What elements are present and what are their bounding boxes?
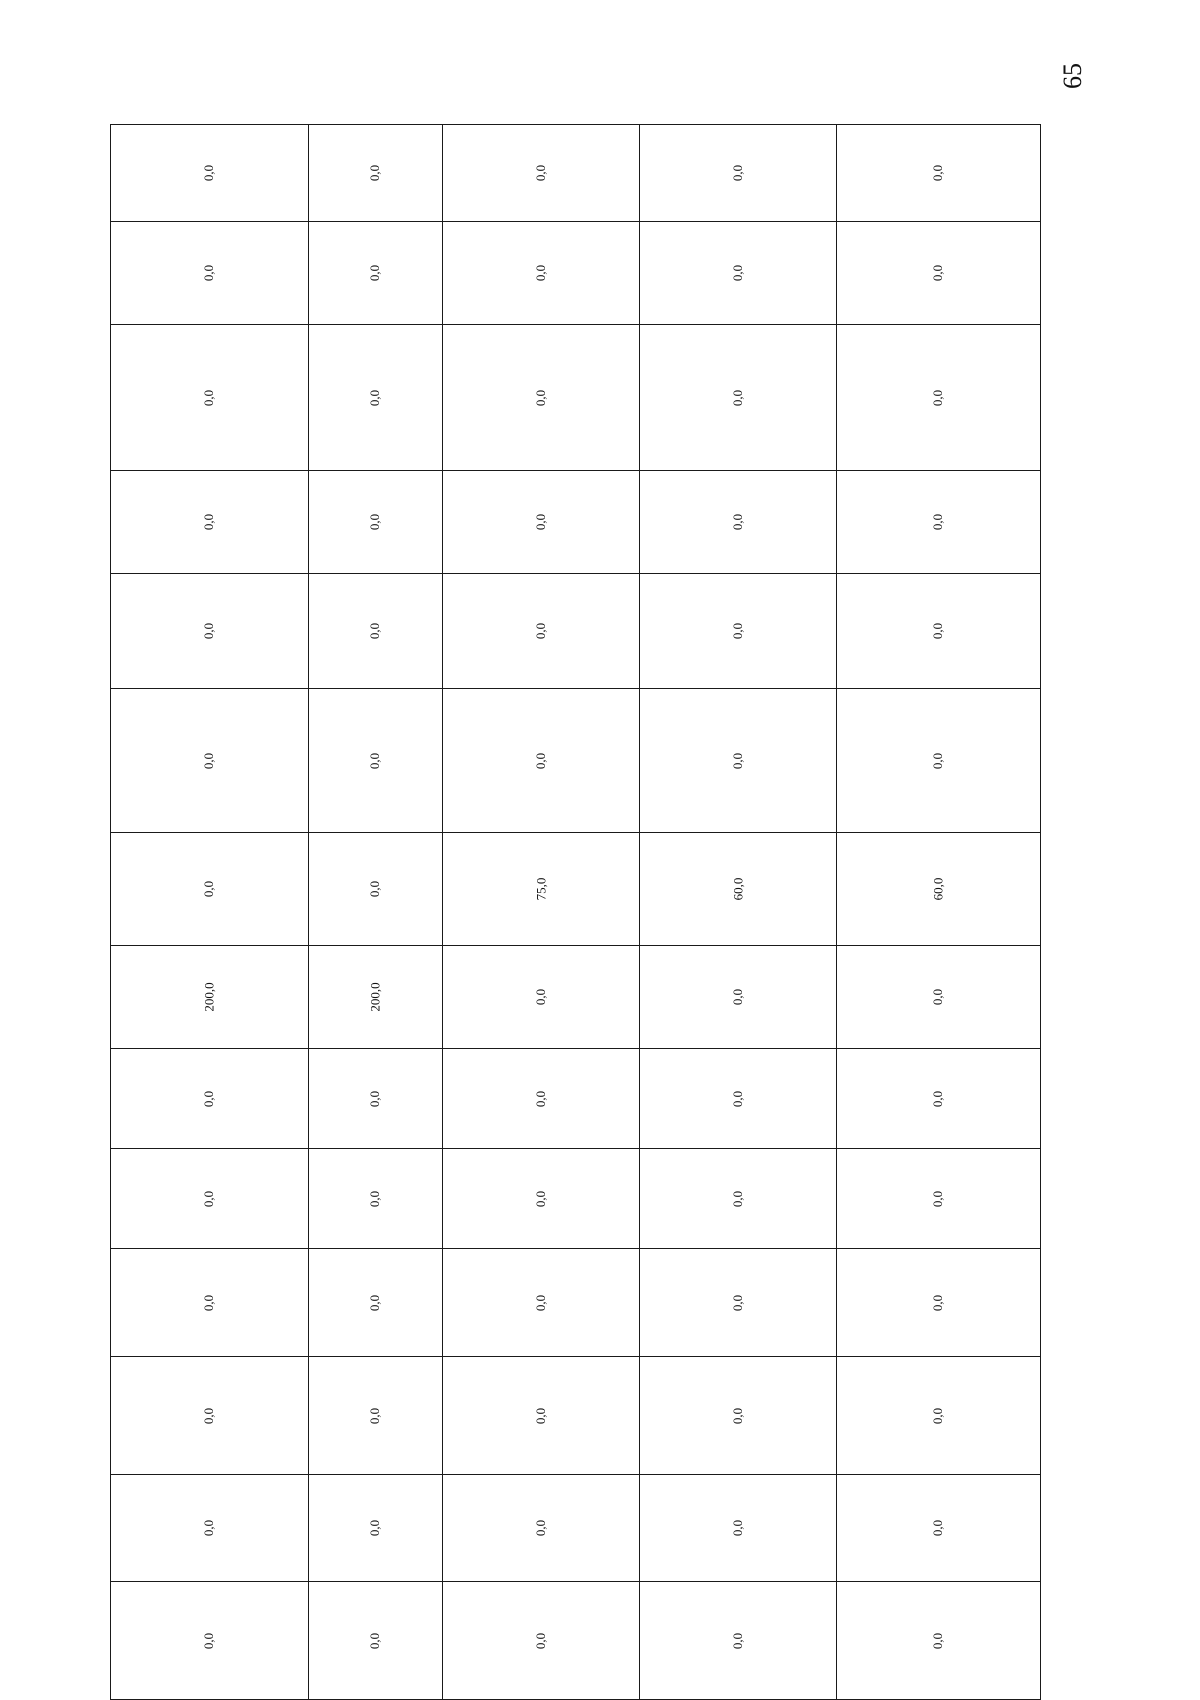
cell-value: 0,0 bbox=[930, 622, 946, 640]
cell-value: 0,0 bbox=[533, 264, 548, 282]
cell-value: 0,0 bbox=[730, 1519, 745, 1537]
cell-value: 0,0 bbox=[367, 164, 383, 182]
table-cell bbox=[640, 325, 837, 471]
cell-value: 0,0 bbox=[367, 752, 383, 769]
table-cell bbox=[309, 222, 443, 325]
cell-value: 0,0 bbox=[367, 264, 383, 282]
cell-value: 0,0 bbox=[533, 1407, 548, 1424]
table-cell bbox=[640, 1249, 837, 1357]
cell-value: 0,0 bbox=[367, 1190, 383, 1207]
table-cell bbox=[837, 1582, 1041, 1700]
table-cell bbox=[111, 946, 309, 1049]
cell-value: 0,0 bbox=[930, 513, 946, 531]
cell-value: 75,0 bbox=[533, 877, 548, 901]
table-cell bbox=[111, 222, 309, 325]
cell-value: 0,0 bbox=[730, 622, 745, 640]
cell-value: 0,0 bbox=[533, 1519, 548, 1537]
table-cell bbox=[640, 1475, 837, 1582]
table-cell bbox=[309, 946, 443, 1049]
cell-value: 0,0 bbox=[730, 1632, 745, 1649]
table-cell bbox=[309, 574, 443, 689]
cell-value: 0,0 bbox=[930, 1407, 946, 1424]
cell-value: 200,0 bbox=[367, 982, 383, 1012]
cell-value: 0,0 bbox=[201, 513, 217, 531]
cell-value: 0,0 bbox=[730, 1090, 745, 1107]
table-cell bbox=[309, 325, 443, 471]
cell-value: 0,0 bbox=[930, 1090, 946, 1107]
table-cell bbox=[111, 1475, 309, 1582]
cell-value: 0,0 bbox=[730, 988, 745, 1006]
cell-value: 0,0 bbox=[730, 164, 745, 182]
cell-value: 0,0 bbox=[730, 1190, 745, 1207]
table-cell bbox=[443, 1475, 640, 1582]
table-row bbox=[111, 689, 1041, 833]
table-cell bbox=[309, 125, 443, 222]
cell-value: 0,0 bbox=[533, 1190, 548, 1207]
cell-value: 60,0 bbox=[930, 877, 946, 901]
cell-value: 0,0 bbox=[201, 880, 217, 898]
cell-value: 0,0 bbox=[367, 622, 383, 640]
cell-value: 0,0 bbox=[533, 389, 548, 406]
cell-value: 0,0 bbox=[201, 1632, 217, 1649]
table-cell bbox=[443, 1357, 640, 1475]
table-cell bbox=[640, 1149, 837, 1249]
table-cell bbox=[640, 222, 837, 325]
cell-value: 0,0 bbox=[201, 622, 217, 640]
table-row bbox=[111, 1475, 1041, 1582]
cell-value: 0,0 bbox=[533, 1632, 548, 1649]
table-cell bbox=[443, 833, 640, 946]
cell-value: 0,0 bbox=[367, 1294, 383, 1311]
table-cell bbox=[309, 1582, 443, 1700]
cell-value: 0,0 bbox=[367, 1090, 383, 1107]
table-row bbox=[111, 574, 1041, 689]
table-cell bbox=[111, 689, 309, 833]
cell-value: 0,0 bbox=[367, 389, 383, 406]
table-cell bbox=[837, 574, 1041, 689]
table-cell bbox=[443, 125, 640, 222]
table-row bbox=[111, 1357, 1041, 1475]
cell-value: 0,0 bbox=[533, 513, 548, 531]
table-cell bbox=[837, 1049, 1041, 1149]
table-cell bbox=[443, 1582, 640, 1700]
table-row bbox=[111, 471, 1041, 574]
table-cell bbox=[111, 1357, 309, 1475]
table-cell bbox=[640, 946, 837, 1049]
table-cell bbox=[640, 1582, 837, 1700]
cell-value: 0,0 bbox=[930, 1519, 946, 1537]
table-cell bbox=[111, 471, 309, 574]
table-cell bbox=[640, 1049, 837, 1149]
table-cell bbox=[443, 325, 640, 471]
cell-value: 0,0 bbox=[930, 1632, 946, 1649]
cell-value: 0,0 bbox=[367, 1632, 383, 1649]
cell-value: 0,0 bbox=[201, 1519, 217, 1537]
cell-value: 0,0 bbox=[730, 1407, 745, 1424]
cell-value: 0,0 bbox=[201, 1294, 217, 1311]
cell-value: 0,0 bbox=[533, 752, 548, 769]
table-row bbox=[111, 1582, 1041, 1700]
table-cell bbox=[837, 471, 1041, 574]
table-cell bbox=[309, 1049, 443, 1149]
table-cell bbox=[111, 574, 309, 689]
table-cell bbox=[111, 1249, 309, 1357]
table-cell bbox=[309, 1475, 443, 1582]
cell-value: 0,0 bbox=[533, 988, 548, 1006]
cell-value: 0,0 bbox=[367, 1519, 383, 1537]
cell-value: 200,0 bbox=[201, 982, 217, 1012]
cell-value: 0,0 bbox=[367, 513, 383, 531]
table-cell bbox=[309, 1249, 443, 1357]
table-cell bbox=[443, 574, 640, 689]
cell-value: 0,0 bbox=[730, 389, 745, 406]
table-cell bbox=[309, 1149, 443, 1249]
table-cell bbox=[111, 1149, 309, 1249]
cell-value: 0,0 bbox=[930, 988, 946, 1006]
table-cell bbox=[640, 471, 837, 574]
cell-value: 0,0 bbox=[201, 164, 217, 182]
cell-value: 0,0 bbox=[730, 513, 745, 531]
table-cell bbox=[443, 689, 640, 833]
cell-value: 0,0 bbox=[201, 1090, 217, 1107]
table-cell bbox=[640, 1357, 837, 1475]
table-row bbox=[111, 222, 1041, 325]
cell-value: 0,0 bbox=[201, 1190, 217, 1207]
cell-value: 0,0 bbox=[730, 264, 745, 282]
table-cell bbox=[309, 833, 443, 946]
table-row bbox=[111, 833, 1041, 946]
cell-value: 0,0 bbox=[730, 1294, 745, 1311]
cell-value: 0,0 bbox=[201, 1407, 217, 1424]
table-cell bbox=[837, 946, 1041, 1049]
page-number: 65 bbox=[1058, 63, 1087, 89]
cell-value: 0,0 bbox=[930, 1294, 946, 1311]
table-cell bbox=[443, 1249, 640, 1357]
data-table bbox=[110, 124, 1041, 1700]
table-cell bbox=[309, 1357, 443, 1475]
cell-value: 0,0 bbox=[930, 164, 946, 182]
table-cell bbox=[837, 125, 1041, 222]
table-cell bbox=[309, 471, 443, 574]
table-row bbox=[111, 1249, 1041, 1357]
table-row bbox=[111, 946, 1041, 1049]
table-cell bbox=[443, 1149, 640, 1249]
table-cell bbox=[309, 689, 443, 833]
table-cell bbox=[837, 1357, 1041, 1475]
table-cell bbox=[111, 1582, 309, 1700]
table-cell bbox=[837, 833, 1041, 946]
cell-value: 0,0 bbox=[533, 1090, 548, 1107]
table-cell bbox=[837, 689, 1041, 833]
table-cell bbox=[111, 325, 309, 471]
table-cell bbox=[640, 574, 837, 689]
table-cell bbox=[443, 471, 640, 574]
table-cell bbox=[111, 125, 309, 222]
table-cell bbox=[837, 1475, 1041, 1582]
table-cell bbox=[443, 222, 640, 325]
table-cell bbox=[837, 325, 1041, 471]
table-cell bbox=[640, 689, 837, 833]
table-body bbox=[111, 125, 1041, 1700]
table-cell bbox=[837, 1249, 1041, 1357]
table-row bbox=[111, 1149, 1041, 1249]
cell-value: 0,0 bbox=[201, 264, 217, 282]
cell-value: 0,0 bbox=[201, 389, 217, 406]
cell-value: 60,0 bbox=[730, 877, 745, 901]
cell-value: 0,0 bbox=[930, 264, 946, 282]
table-cell bbox=[837, 222, 1041, 325]
table-cell bbox=[443, 946, 640, 1049]
table-cell bbox=[640, 833, 837, 946]
table-cell bbox=[111, 833, 309, 946]
table-cell bbox=[111, 1049, 309, 1149]
cell-value: 0,0 bbox=[533, 1294, 548, 1311]
cell-value: 0,0 bbox=[930, 752, 946, 769]
cell-value: 0,0 bbox=[367, 880, 383, 898]
table-cell bbox=[640, 125, 837, 222]
table-row bbox=[111, 125, 1041, 222]
cell-value: 0,0 bbox=[533, 164, 548, 182]
cell-value: 0,0 bbox=[367, 1407, 383, 1424]
table-row bbox=[111, 1049, 1041, 1149]
table-row bbox=[111, 325, 1041, 471]
cell-value: 0,0 bbox=[730, 752, 745, 769]
cell-value: 0,0 bbox=[533, 622, 548, 640]
cell-value: 0,0 bbox=[201, 752, 217, 769]
table-cell bbox=[837, 1149, 1041, 1249]
table-cell bbox=[443, 1049, 640, 1149]
cell-value: 0,0 bbox=[930, 1190, 946, 1207]
cell-value: 0,0 bbox=[930, 389, 946, 406]
